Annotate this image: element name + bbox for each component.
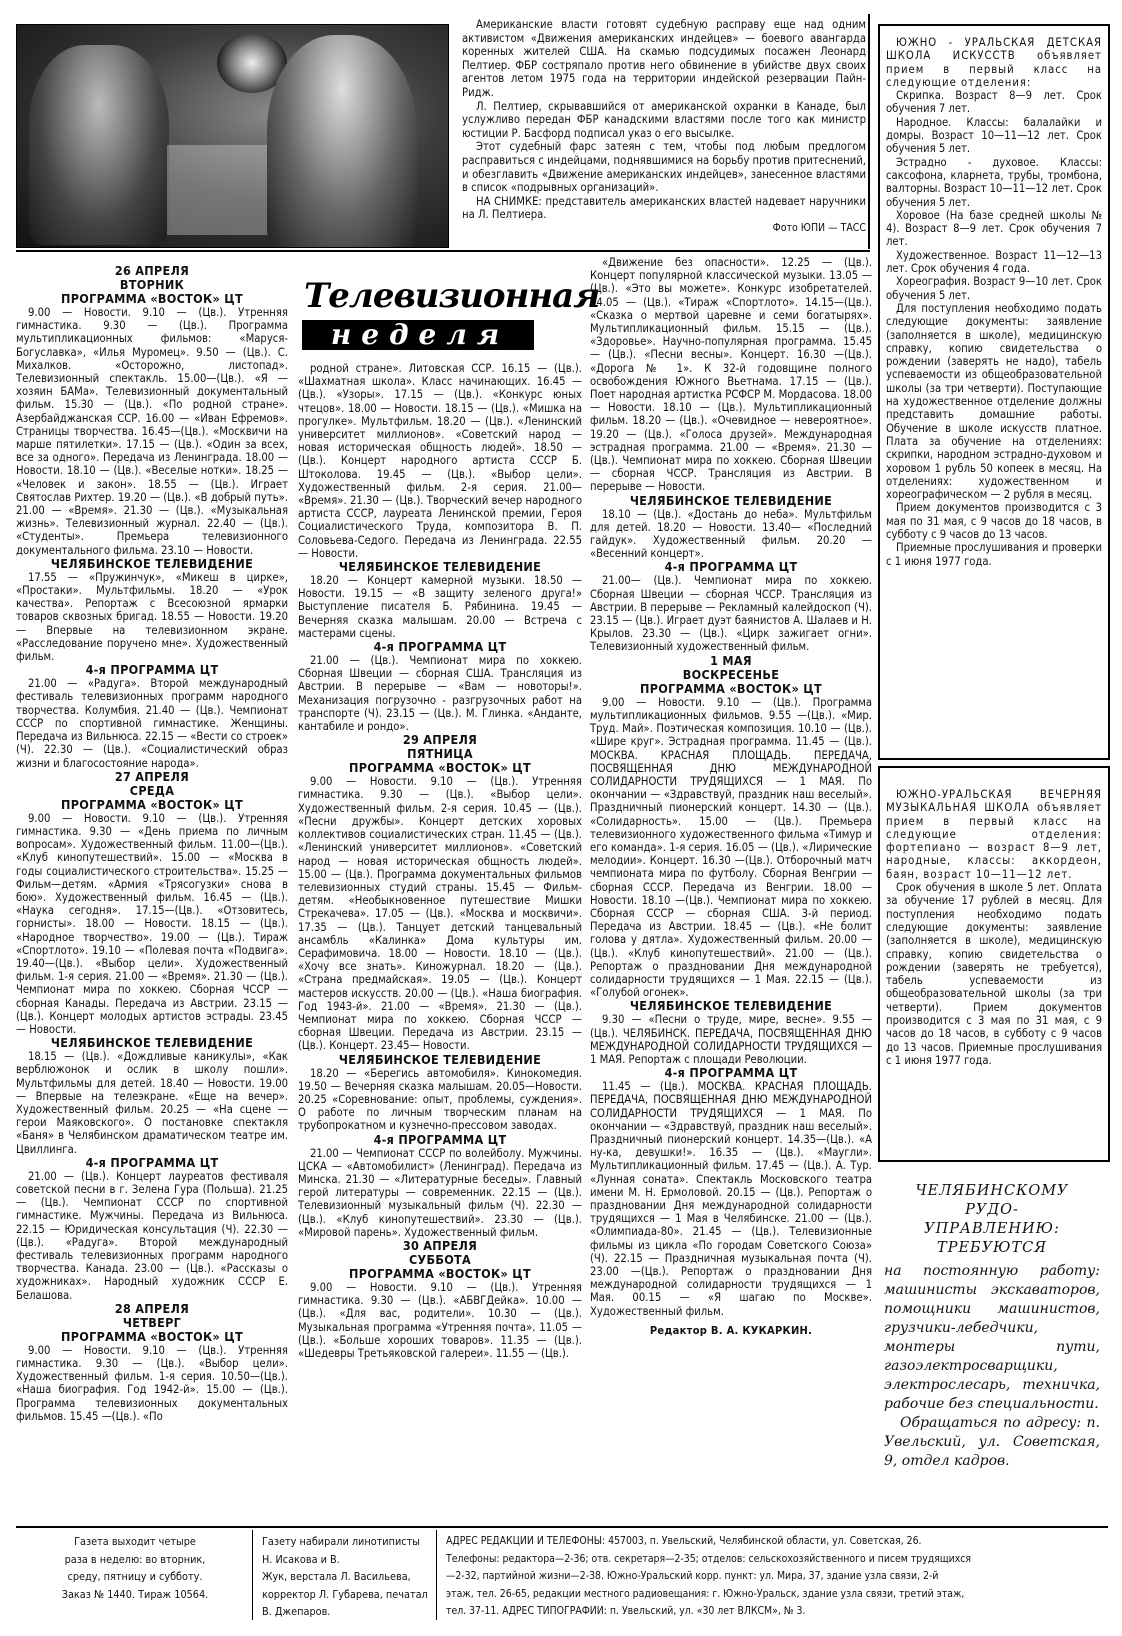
program-listing: 21.00 — Чемпионат СССР по волейболу. Мужчины. ЦСКА — «Автомобилист» (Ленинград). Передача из Минска. 21.30 — «Литературные беседы». Главный герой литературы — современник. 22.15 — (Цв.). Телевизионный музыкальный фильм (Ч). 22.30 — (Цв.). «Клуб кинопутешествий». 23.30 — (Цв.). «Мировой парень». Художественный фильм.	[298, 1146, 582, 1239]
program-heading: ЧЕЛЯБИНСКОЕ ТЕЛЕВИДЕНИЕ	[629, 998, 833, 1014]
evening-music-school-ad	[878, 766, 1110, 1162]
program-heading: ЧЕЛЯБИНСКОЕ ТЕЛЕВИДЕНИЕ	[50, 555, 254, 571]
program-heading: ПРОГРАММА «ВОСТОК» ЦТ	[61, 291, 243, 306]
ad-paragraph: Хореография. Возраст 9—10 лет. Срок обучения 5 лет.	[886, 275, 1102, 302]
program-heading: ЧЕЛЯБИНСКОЕ ТЕЛЕВИДЕНИЕ	[338, 559, 542, 575]
program-heading: ВТОРНИК	[119, 277, 185, 292]
ad-heading-line: ТРЕБУЮТСЯ	[937, 1240, 1047, 1256]
program-heading: 4-я ПРОГРАММА ЦТ	[664, 1065, 798, 1081]
footer-line: Жук, верстала Л. Васильева,	[262, 1570, 411, 1584]
program-listing: 9.00 — Новости. 9.10 — (Цв.). Утренняя гимнастика. 9.30 — (Цв.). «Выбор цели». Художественный фильм. 1-я серия. 10.50—(Цв.). «Наша биография. Год 1942-й». 15.00 — (Цв.). Программа телевизионных документальных фильмов. 15.45 —(Цв.). «По	[16, 1343, 288, 1423]
program-listing: 9.00 — Новости. 9.10 — (Цв.). Программа мультипликационных фильмов. 9.55 —(Цв.). «Мир. Труд. Май». Поэтическая композиция. 10.10 — (Цв.). «Шире круг». Эстрадная программа. 11.45 — (Цв.). МОСКВА. КРАСНАЯ ПЛОЩАДЬ. ПЕРЕДАЧА, ПОСВЯЩЕННАЯ ДНЮ МЕЖДУНАРОДНОЙ СОЛИДАРНОСТИ ТРУДЯЩИХСЯ — 1 МАЯ. По окончании — «Здравствуй, праздник наш веселый». Праздничный пионерский концерт. 14.30 — (Цв.). «Солидарность». 15.00 — (Цв.). Премьера телевизионного художественного фильма «Тимур и его команда». 1-я серия. 16.05 — (Цв.). «Лирические мелодии». Концерт. 16.30 —(Цв.). Отборочный матч чемпионата мира по футболу. Сборная Венгрии — сборная СССР. Передача из Венгрии. 18.00 — Новости. 18.10 —(Цв.). Чемпионат мира по хоккею. Сборная СССР — сборная США. 3-й период. Передача из Австрии. 18.45 — (Цв.). «Не болит голова у дятла». Художественный фильм. 20.00 — (Цв.). «Клуб кинопутешествий». 21.00 — (Цв.). Репортаж о праздновании Дня международной солидарности трудящихся — 1 Мая. 22.15 — (Цв.). «Голубой огонек».	[590, 695, 872, 1000]
news-photo	[16, 24, 449, 248]
ad-heading-line: ЧЕЛЯБИНСКОМУ	[915, 1183, 1069, 1199]
program-heading: 28 АПРЕЛЯ	[114, 1300, 190, 1316]
program-heading: ПРОГРАММА «ВОСТОК» ЦТ	[349, 1265, 531, 1281]
program-listing: 9.00 — Новости. 9.10 — (Цв.). Утренняя гимнастика. 9.30 — (Цв.). «АБВГДейка». 10.00 — (Цв.). «Для вас, родители». 10.30 — (Цв.). Музыкальная программа «Утренняя почта». 11.05 — (Цв.). «Больше хороших товаров». 11.35 — (Цв.). «Шедевры Третьяковской галереи». 11.55 — (Цв.).	[298, 1280, 582, 1360]
ad-paragraph: Приемные прослушивания и проверки с 1 июня 1977 года.	[886, 541, 1102, 568]
program-heading: ПЯТНИЦА	[407, 746, 473, 762]
ad-paragraph: Прием документов производится с 3 мая по 31 мая, с 9 часов до 18 часов, в субботу с 9 часов до 13 часов.	[886, 501, 1102, 541]
program-heading: СРЕДА	[129, 782, 175, 798]
editor-signature: Редактор В. А. КУКАРКИН.	[649, 1323, 813, 1337]
ad-heading-line: РУДО-	[965, 1202, 1019, 1218]
ad-paragraph: Срок обучения в школе 5 лет. Оплата за обучение 17 рублей в месяц. Для поступления необходимо подать следующие документы: заявление (заполняется в школе), медицинскую справку, копию свидетельства о рождении (заверять не требуется), табель успеваемости из общеобразовательной школы (за три четверти). Прием документов производится с 3 мая по 31 мая, с 9 часов до 18 часов, в субботу с 9 часов до 13 часов. Приемные прослушивания с 1 июня 1977 года.	[886, 881, 1102, 1067]
footer-typesetters	[262, 1533, 430, 1621]
photo-credit: Фото ЮПИ — ТАСС	[772, 221, 866, 234]
program-listing: 11.45 — (Цв.). МОСКВА. КРАСНАЯ ПЛОЩАДЬ. ПЕРЕДАЧА, ПОСВЯЩЕННАЯ ДНЮ МЕЖДУНАРОДНОЙ СОЛИДАРНОСТИ ТРУДЯЩИХСЯ — 1 МАЯ. По окончании — «Здравствуй, праздник наш веселый». Праздничный пионерский концерт. 14.35—(Цв.). «А ну-ка, девушки!». 16.35 — (Цв.). «Маугли». Мультипликационный фильм. 17.45 — (Цв.). А. Тур. «Лунная соната». Спектакль Московского театра имени М. Н. Ермоловой. 20.15 — (Цв.). Репортаж о праздновании Дня международной солидарности трудящихся — 1 Мая в Челябинске. 21.00 — (Цв.). «Олимпиада-80». 21.45 — (Цв.). Телевизионные фильмы из цикла «По городам Советского Союза» (Ч). 22.15 — Праздничная музыкальная почта (Ч). 23.00 —(Цв.). Репортаж о праздновании Дня международной солидарности трудящихся — 1 Мая. 00.15 — «Я шагаю по Москве». Художественный фильм.	[590, 1080, 872, 1318]
caption-paragraph: Американские власти готовят судебную расправу еще над одним активистом «Движения американских индейцев» — боевого авангарда коренных жителей США. На скамью подсудимых посажен Леонард Пелтиер. ФБР состряпало против него обвинение в убийстве двух своих агентов летом 1975 года на территории индейской резервации Пайн-Ридж.	[462, 18, 866, 99]
program-listing: родной стране». Литовская ССР. 16.15 — (Цв.). «Шахматная школа». Класс начинающих. 16.45 — (Цв.). «Узоры». 17.15 — (Цв.). «Конкурс юных чтецов». 18.00 — Новости. 18.15 — (Цв.). «Мишка на прогулке». Мультфильм. 18.20 — (Цв.). «Ленинский университет миллионов». «Советский народ — новая историческая общность людей». 18.50 — (Цв.). Концерт народного артиста СССР Б. Штоколова. 19.45 — (Цв.). «Выбор цели». Художественный фильм. 2-я серия. 21.00— «Время». 21.30 — (Цв.). Творческий вечер народного артиста СССР, лауреата Ленинской премии, Героя Социалистического Труда, композитора В. П. Соловьева-Седого. Передача из Ленинграда. 22.55 — Новости.	[298, 362, 582, 560]
footer-line: Заказ № 1440. Тираж 10564.	[61, 1587, 209, 1601]
tv-column-2	[298, 362, 582, 1524]
ad-body: на постоянную работу: машинисты экскаваторов, помощники машинистов, грузчики-лебедчики, монтеры пути, газоэлектросварщики, электрослесарь, техничка, рабочие без специальности.	[884, 1263, 1100, 1412]
mine-administration-ad	[878, 1164, 1106, 1524]
footer-line: тел. 37-11. АДРЕС ТИПОГРАФИИ: п. Увельский, ул. «30 лет ВЛКСМ», № 3.	[446, 1605, 806, 1618]
caption-paragraph: Л. Пелтиер, скрывавшийся от американской охранки в Канаде, был услужливо передан ФБР канадскими властями после того как министр юстиции Р. Басфорд подписал указ о его высылке.	[462, 99, 866, 140]
ad-paragraph: Хоровое (На базе средней школы № 4). Возраст 8—9 лет. Срок обучения 7 лет.	[886, 208, 1102, 249]
program-heading: 4-я ПРОГРАММА ЦТ	[373, 1131, 507, 1147]
program-listing: 18.20 — Концерт камерной музыки. 18.50 — Новости. 19.15 — «В защиту зеленого друга!» Выступление писателя Б. Рябинина. 19.45 — Вечерняя сказка малышам. 20.00 — Встреча с мастерами сцены.	[298, 574, 582, 640]
program-heading: ЧЕЛЯБИНСКОЕ ТЕЛЕВИДЕНИЕ	[338, 1051, 542, 1067]
footer-address	[446, 1533, 1106, 1621]
footer-publication-info	[24, 1533, 246, 1603]
footer-line: этаж, тел. 26-65, редакции местного радиовещания: г. Южно-Уральск, здание узла связи, третий этаж,	[446, 1587, 965, 1600]
caption-paragraph: НА СНИМКЕ: представитель американских властей надевает наручники на Л. Пелтиера.	[462, 194, 866, 222]
footer-line: АДРЕС РЕДАКЦИИ И ТЕЛЕФОНЫ: 457003, п. Увельский, Челябинской области, ул. Советская, 26.	[446, 1535, 922, 1547]
program-heading: ЧЕЛЯБИНСКОЕ ТЕЛЕВИДЕНИЕ	[629, 492, 833, 508]
footer-line: среду, пятницу и субботу.	[67, 1570, 203, 1584]
caption-paragraph: Этот судебный фарс затеян с тем, чтобы под любым предлогом расправиться с индейцами, поднявшимися на борьбу против притеснений, и обезглавить «Движение американских индейцев», занесенное властями в список «подрывных организаций».	[462, 140, 866, 195]
program-heading: 26 АПРЕЛЯ	[114, 264, 190, 278]
school-of-arts-ad	[878, 24, 1110, 760]
program-listing: 18.10 — (Цв.). «Достань до неба». Мультфильм для детей. 18.20 — Новости. 13.40— «Последний гайдук». Художественный фильм. 20.20 — «Весенний концерт».	[590, 507, 872, 561]
program-listing: 21.00 — (Цв.). Чемпионат мира по хоккею. Сборная Швеции — сборная США. Трансляция из Австрии. В перерыве — «Вам — новоторы!». Механизация погрузочно - разгрузочных работ на транспорте (Ч). 23.15 — (Цв.). М. Глинка. «Анданте, кантабиле и рондо».	[298, 654, 582, 734]
footer-line: Газету набирали линотиписты Н. Исакова и В.	[262, 1535, 420, 1566]
footer-line: Газета выходит четыре	[74, 1535, 196, 1548]
logo-subtitle: неделя	[330, 318, 510, 351]
logo-title: Телевизионная	[304, 276, 600, 316]
ad-paragraph: Для поступления необходимо подать следующие документы: заявление (заполняется в школе), медицинскую справку, копию свидетельства о рождении (заверять не надо), табель успеваемости из общеобразовательной школы (за три четверти). Поступающие на художественное отделение должны представить домашние работы. Обучение в школе искусств платное. Плата за обучение на отделениях: скрипки, народном эстрадно-духовом и хоровом 1 рубль 50 копеек в месяц. На отделениях: художественном и хореографическом — 2 рубля в месяц.	[886, 301, 1102, 502]
program-heading: ПРОГРАММА «ВОСТОК» ЦТ	[349, 760, 531, 776]
program-heading: ПРОГРАММА «ВОСТОК» ЦТ	[61, 796, 243, 812]
ad-paragraph: ЮЖНО - УРАЛЬСКАЯ ДЕТСКАЯ ШКОЛА ИСКУССТВ объявляет прием в первый класс на следующие отделения:	[886, 36, 1102, 89]
footer-line: Телефоны: редактора—2-36; отв. секретаря—2-35; отделов: сельскохозяйственного и писем трудящихся	[446, 1552, 971, 1565]
program-heading: ЧЕЛЯБИНСКОЕ ТЕЛЕВИДЕНИЕ	[50, 1035, 254, 1051]
ad-address: Обращаться по адресу: п. Увельский, ул. Советская, 9, отдел кадров.	[884, 1415, 1100, 1469]
program-listing: 21.00— (Цв.). Чемпионат мира по хоккею. Сборная Швеции — сборная ЧССР. Трансляция из Австрии. В перерыве — Рекламный калейдоскоп (Ч). 23.15 — (Цв.). Играет дуэт баянистов А. Шалаев и Н. Крылов. 23.30 — (Цв.). «Цирк зажигает огни». Телевизионный художественный фильм.	[590, 574, 872, 654]
program-listing: 9.00 — Новости. 9.10 — (Цв.). Утренняя гимнастика. 9.30 — (Цв.). «Выбор цели». Художественный фильм. 2-я серия. 10.45 — (Цв.). «Песни дружбы». Концерт детских хоровых коллективов социалистических стран. 11.45 — (Цв.). «Ленинский университет миллионов». «Советский народ — новая историческая общность людей». 15.00 — (Цв.). Программа документальных фильмов телевизионных студий страны. 15.45 — Фильм-детям. «Необыкновенное путешествие Мишки Стрекачева». 17.05 — (Цв.). «Москва и москвичи». 17.35 — (Цв.). Танцует детский танцевальный ансамбль «Калинка» Дома культуры им. Серафимовича. 18.00 — Новости. 18.10 — (Цв.). «Хочу все знать». Киножурнал. 18.20 — (Цв.). «Страна предмайская». 19.05 — (Цв.). Концерт мастеров искусств. 20.00 — (Цв.). «Наша биография. Год 1943-й». 21.00 — «Время». 21.30 — (Цв.). Чемпионат мира по хоккею. Сборная ЧССР — сборная Швеции. Передача из Австрии. 23.15 —(Цв.). Концерт. 23.45— Новости.	[298, 775, 582, 1053]
photo-caption	[462, 18, 866, 236]
ad-paragraph: ЮЖНО-УРАЛЬСКАЯ ВЕЧЕРНЯЯ МУЗЫКАЛЬНАЯ ШКОЛА объявляет прием в первый класс на следующие отделения: фортепиано — возраст 8—9 лет, народные, классы: аккордеон, баян, возраст 10—11—12 лет.	[886, 788, 1102, 881]
program-listing: 18.20 — «Берегись автомобиля». Кинокомедия. 19.50 — Вечерняя сказка малышам. 20.05—Новости. 20.25 «Соревнование: опыт, проблемы, суждения». О работе по личным творческим планам на трубопрокатном и кузнечно-прессовом заводах.	[298, 1066, 582, 1133]
program-heading: 4-я ПРОГРАММА ЦТ	[85, 1154, 219, 1170]
ad-heading-line: УПРАВЛЕНИЮ:	[924, 1221, 1060, 1237]
program-listing: «Движение без опасности». 12.25 — (Цв.). Концерт популярной классической музыки. 13.05 — (Цв.). «Это вы можете». Конкурс изобретателей. 14.05 — (Цв.). «Тираж «Спортлото». 14.15—(Цв.). «Сказка о мертвой царевне и семи богатырях». Мультипликационный фильм. 15.15 — (Цв.). «Здоровье». Научно-популярная программа. 15.45 — (Цв.). «Песни весны». Концерт. 16.30 —(Цв.). «Дорога № 1». К 32-й годовщине полного освобождения Южного Вьетнама. 17.15 — (Цв.). Поет народная артистка РСФСР М. Мордасова. 18.00 — Новости. 18.10 — (Цв.). Мультипликационный фильм. 18.20 — (Цв.). «Очевидное — невероятное». 19.20 — (Цв.). «Голоса друзей». Международная эстрадная программа. 21.00 — «Время». 21.30 — (Цв.). Чемпионат мира по хоккею. Сборная Швеции — сборная ЧССР. Трансляция из Австрии. В перерыве — Новости.	[590, 256, 872, 494]
program-listing: 18.15 — (Цв.). «Дождливые каникулы», «Как верблюжонок и ослик в школу пошли». Мультфильмы для детей. 18.40 — Новости. 19.00 — Впервые на телеэкране. «Еще на вечер». Художественный фильм. 20.25 — «На сцене — герои Маяковского». О постановке спектакля «Баня» в Челябинском драматическом театре им. Цвиллинга.	[16, 1050, 288, 1156]
ad-paragraph: Скрипка. Возраст 8—9 лет. Срок обучения 7 лет.	[886, 89, 1102, 116]
footer-line: раза в неделю: во вторник,	[64, 1552, 206, 1566]
program-heading: 29 АПРЕЛЯ	[402, 732, 478, 748]
program-heading: ПРОГРАММА «ВОСТОК» ЦТ	[640, 680, 822, 696]
program-heading: ВОСКРЕСЕНЬЕ	[682, 666, 780, 682]
footer-line: корректор Л. Губарева, печатал В. Джепаров.	[262, 1587, 428, 1619]
footer-line: —2-32, партийной жизни—2-38. Южно-Уральский корр. пункт: ул. Мира, 37, здание узла связи, 2-й	[446, 1570, 939, 1583]
program-listing: 9.00 — Новости. 9.10 — (Цв.). Утренняя гимнастика. 9.30 — (Цв.). Программа мультипликационных фильмов: «Маруся-Богуславка», «Илья Муромец». 9.50 — (Цв.). С. Михалков. «Осторожно, листопад». Телевизионный спектакль. 15.00—(Цв.). «Я — хозяин БАМа». Телевизионный документальный фильм. 15.30 — (Цв.). «По родной стране». Азербайджанская ССР. 16.00 — «Иван Ефремов». Страницы творчества. 16.45—(Цв.). «Москвичи на марше пятилетки». 17.15 — (Цв.). «Один за всех, все за одного». Передача из Ленинграда. 18.00 — Новости. 18.10 — (Цв.). «Веселые нотки». 18.25 — «Человек и закон». 18.55 — (Цв.). Играет Святослав Рихтер. 19.20 — (Цв.). «В добрый путь». 21.00 — «Время». 21.30 — (Цв.). «Музыкальная жизнь». Телевизионный журнал. 22.40 — (Цв.). «Студенты». Премьера телевизионного документального фильма. 23.10 — Новости.	[16, 306, 288, 557]
program-heading: 1 МАЯ	[710, 652, 752, 668]
tv-column-1	[16, 264, 288, 1524]
program-listing: 17.55 — «Пружинчук», «Микеш в цирке», «Простаки». Мультфильмы. 18.20 — «Урок качества». Репортаж с Всесоюзной ярмарки товаров сквозных бригад. 18.55 — Новости. 19.20 — Впервые на телевизионном экране. «Расследование поручено мне». Художественный фильм.	[16, 570, 288, 664]
program-heading: 4-я ПРОГРАММА ЦТ	[664, 559, 798, 575]
program-heading: СУББОТА	[408, 1251, 472, 1267]
tv-column-3	[590, 256, 872, 1524]
tv-week-logo	[298, 276, 600, 356]
ad-paragraph: Народное. Классы: балалайки и домры. Возраст 10—11—12 лет. Срок обучения 5 лет.	[886, 115, 1102, 156]
program-listing: 21.00 — «Радуга». Второй международный фестиваль телевизионных программ народного творчества. Колумбия. 21.40 — (Цв.). Чемпионат СССР по спортивной гимнастике. Женщины. Передача из Вильнюса. 22.15 — «Вести со строек» (Ч). 22.30 — (Цв.). «Социалистический образ жизни и благосостояние народа».	[16, 677, 288, 770]
program-heading: 27 АПРЕЛЯ	[114, 768, 190, 784]
program-heading: ПРОГРАММА «ВОСТОК» ЦТ	[61, 1328, 243, 1344]
program-listing: 21.00 — (Цв.). Концерт лауреатов фестиваля советской песни в г. Зелена Гура (Польша). 21.25 — (Цв.). Чемпионат СССР по спортивной гимнастике. Мужчины. Передача из Вильнюса. 22.15 — Юридическая консультация (Ч). 22.30 — (Цв.). «Радуга». Второй международный фестиваль телевизионных программ народного творчества. Канада. 23.00 — (Цв.). «Рассказы о художниках». Народный художник СССР Е. Белашова.	[16, 1169, 288, 1302]
program-heading: 30 АПРЕЛЯ	[402, 1237, 478, 1253]
program-heading: 4-я ПРОГРАММА ЦТ	[85, 662, 219, 678]
program-heading: 4-я ПРОГРАММА ЦТ	[373, 639, 507, 655]
program-listing: 9.30 — «Песни о труде, мире, весне». 9.55 — (Цв.). ЧЕЛЯБИНСК. ПЕРЕДАЧА, ПОСВЯЩЕННАЯ ДНЮ МЕЖДУНАРОДНОЙ СОЛИДАРНОСТИ ТРУДЯЩИХСЯ — 1 МАЯ. Репортаж с площади Революции.	[590, 1013, 872, 1066]
program-heading: ЧЕТВЕРГ	[122, 1314, 182, 1330]
ad-paragraph: Художественное. Возраст 11—12—13 лет. Срок обучения 4 года.	[886, 248, 1102, 276]
ad-paragraph: Эстрадно - духовое. Классы: саксофона, кларнета, трубы, тромбона, валторны. Возраст 10—11—12 лет. Срок обучения 5 лет.	[886, 155, 1102, 209]
program-listing: 9.00 — Новости. 9.10 — (Цв.). Утренняя гимнастика. 9.30 — «День приема по личным вопросам». Художественный фильм. 11.00—(Цв.). «Клуб кинопутешествий». 15.00 — «Москва в годы социалистического строительства». 15.25 — Фильм—детям. «Армия «Трясогузки» снова в бою». Художественный фильм. 16.45 — (Цв.). «Наука сегодня». 17.15—(Цв.). «Отзовитесь, горнисты». 18.00 — Новости. 18.15 — (Цв.). «Народное творчество». 19.00 — (Цв.). Тираж «Спортлото». 19.10 — «Полевая почта «Подвига». 19.40—(Цв.). «Выбор цели». Художественный фильм. 1-я серия. 21.00 — «Время». 21.30 — (Цв.). Чемпионат мира по хоккею. Сборная ЧССР — сборная Канады. Передача из Австрии. 23.15 — (Цв.). Концерт молодых артистов эстрады. 23.45 — Новости.	[16, 811, 288, 1036]
